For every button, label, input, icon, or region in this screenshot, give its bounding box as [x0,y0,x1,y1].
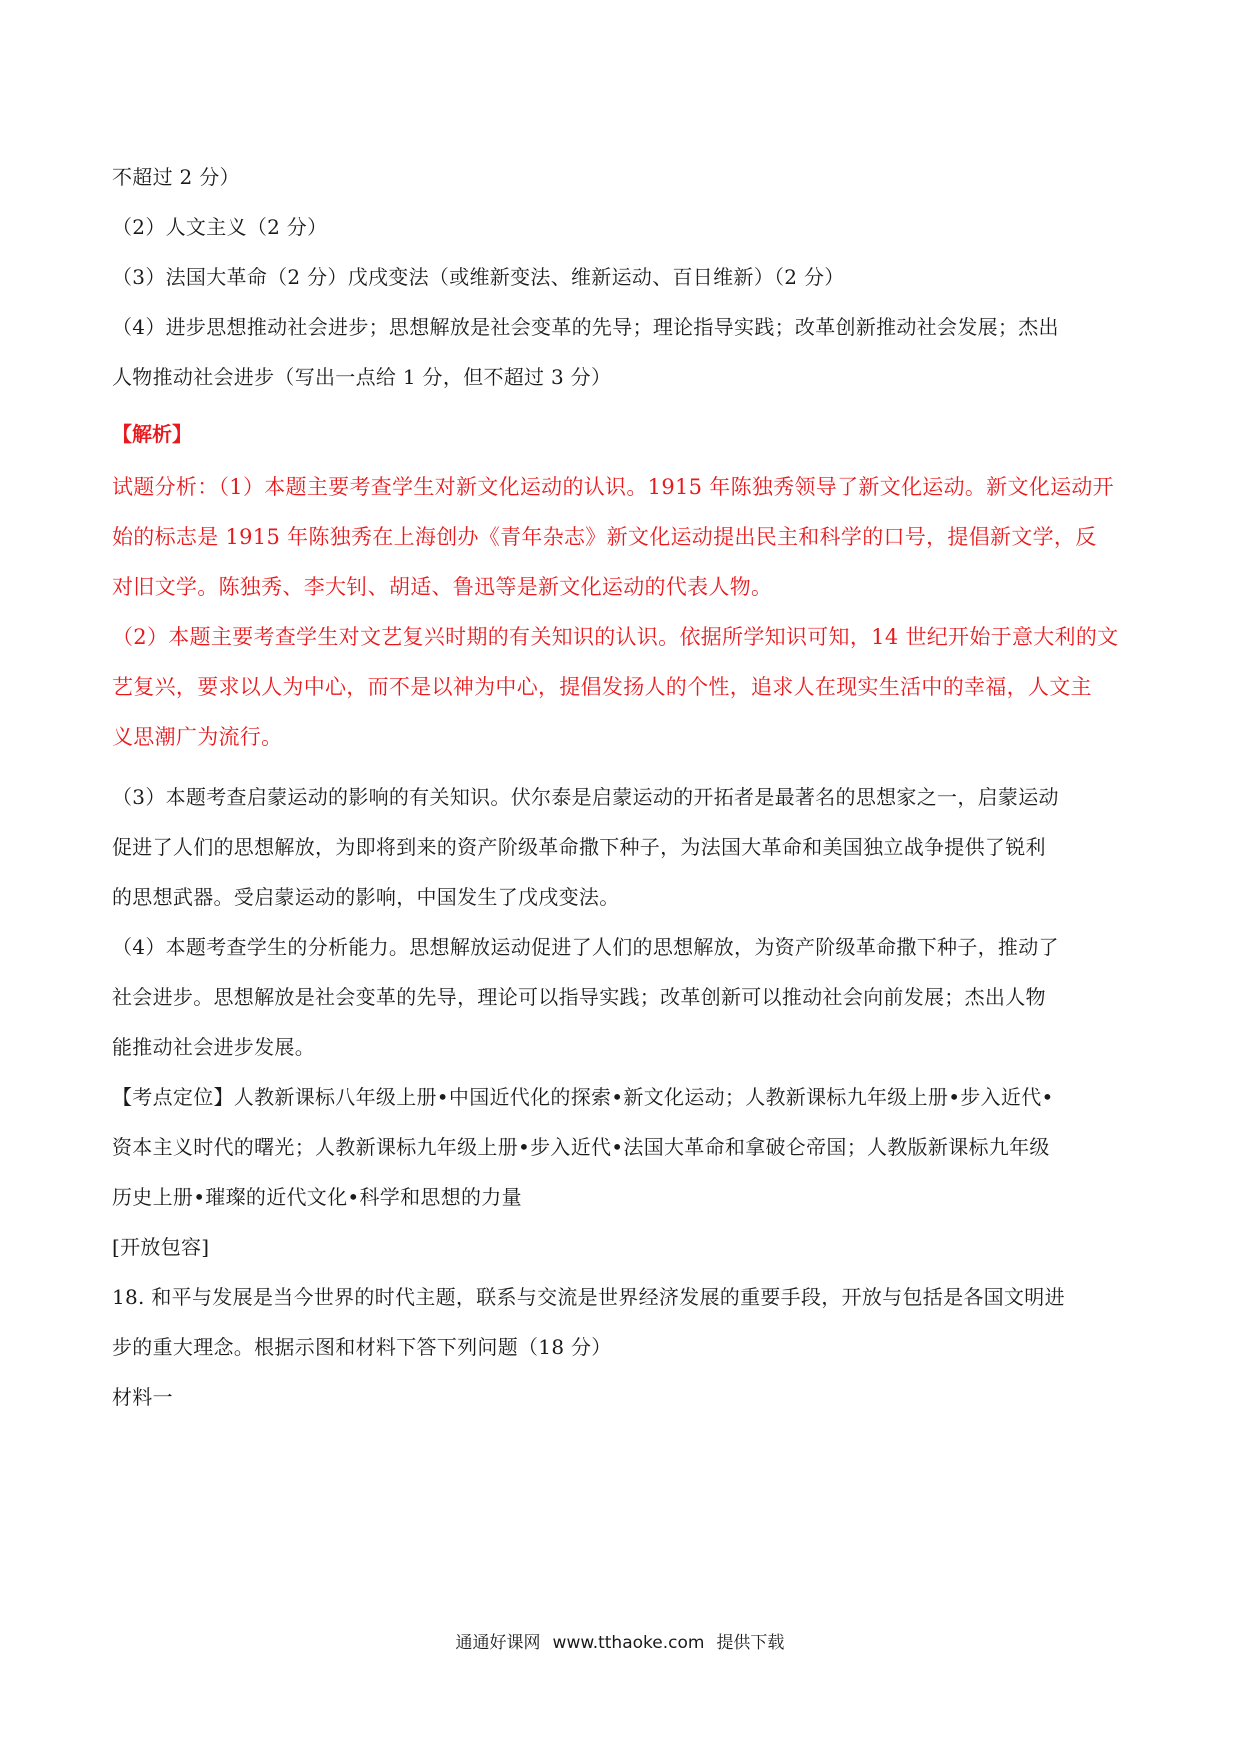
analysis-red-line: 试题分析：（1）本题主要考查学生对新文化运动的认识。1915 年陈独秀领导了新文化运动。新文化运动开 [112,475,1114,499]
analysis-part-3-line: 的思想武器。受启蒙运动的影响，中国发生了戊戌变法。 [112,885,620,909]
analysis-part-4-line: （4）本题考查学生的分析能力。思想解放运动促进了人们的思想解放，为资产阶级革命撒下种子，推动了 [112,935,1059,959]
analysis-red-line: （2）本题主要考查学生对文艺复兴时期的有关知识的认识。依据所学知识可知，14 世纪开始于意大利的文 [112,625,1119,649]
kaodian-line: 【考点定位】人教新课标八年级上册•中国近代化的探索•新文化运动；人教新课标九年级上册•步入近代• [112,1085,1054,1109]
footer-suffix: 提供下载 [716,1633,785,1653]
analysis-part-3-line: （3）本题考查启蒙运动的影响的有关知识。伏尔泰是启蒙运动的开拓者是最著名的思想家之一，启蒙运动 [112,785,1059,809]
footer-url[interactable]: www.tthaoke.com [552,1633,705,1653]
answer-part-4-line-1: （4）进步思想推动社会进步；思想解放是社会变革的先导；理论指导实践；改革创新推动社会发展；杰出 [112,315,1059,339]
answer-part-2: （2）人文主义（2 分） [112,215,328,239]
kaodian-line: 历史上册•璀璨的近代文化•科学和思想的力量 [112,1185,522,1209]
answer-continuation: 不超过 2 分） [112,165,240,189]
analysis-red-line: 艺复兴，要求以人为中心，而不是以神为中心，提倡发扬人的个性，追求人在现实生活中的幸福，人文主 [112,675,1092,699]
answer-part-4-line-2: 人物推动社会进步（写出一点给 1 分，但不超过 3 分） [112,365,612,389]
kaodian-line: 资本主义时代的曙光；人教新课标九年级上册•步入近代•法国大革命和拿破仑帝国；人教版新课标九年级 [112,1135,1050,1159]
question-18-line-1: 18. 和平与发展是当今世界的时代主题，联系与交流是世界经济发展的重要手段，开放与包括是各国文明进 [112,1285,1065,1309]
page-footer [0,1628,1240,1653]
material-label: 材料一 [112,1385,173,1409]
question-18-line-2: 步的重大理念。根据示图和材料下答下列问题（18 分） [112,1335,612,1359]
analysis-part-4-line: 社会进步。思想解放是社会变革的先导，理论可以指导实践；改革创新可以推动社会向前发展；杰出人物 [112,985,1046,1009]
analysis-red-line: 义思潮广为流行。 [112,725,283,749]
footer-site-name: 通通好课网 [455,1633,541,1653]
analysis-red-line: 对旧文学。陈独秀、李大钊、胡适、鲁迅等是新文化运动的代表人物。 [112,575,773,599]
section-label: [开放包容] [112,1235,210,1259]
analysis-red-block [112,462,1134,762]
analysis-red-line: 始的标志是 1915 年陈独秀在上海创办《青年杂志》新文化运动提出民主和科学的口号，提倡新文学，反 [112,525,1097,549]
analysis-part-3-line: 促进了人们的思想解放，为即将到来的资产阶级革命撒下种子，为法国大革命和美国独立战争提供了锐利 [112,835,1046,859]
analysis-heading: 【解析】 [112,422,192,446]
answer-part-3: （3）法国大革命（2 分）戊戌变法（或维新变法、维新运动、百日维新）（2 分） [112,265,845,289]
analysis-part-4-line: 能推动社会进步发展。 [112,1035,315,1059]
page-content [112,152,1134,1422]
